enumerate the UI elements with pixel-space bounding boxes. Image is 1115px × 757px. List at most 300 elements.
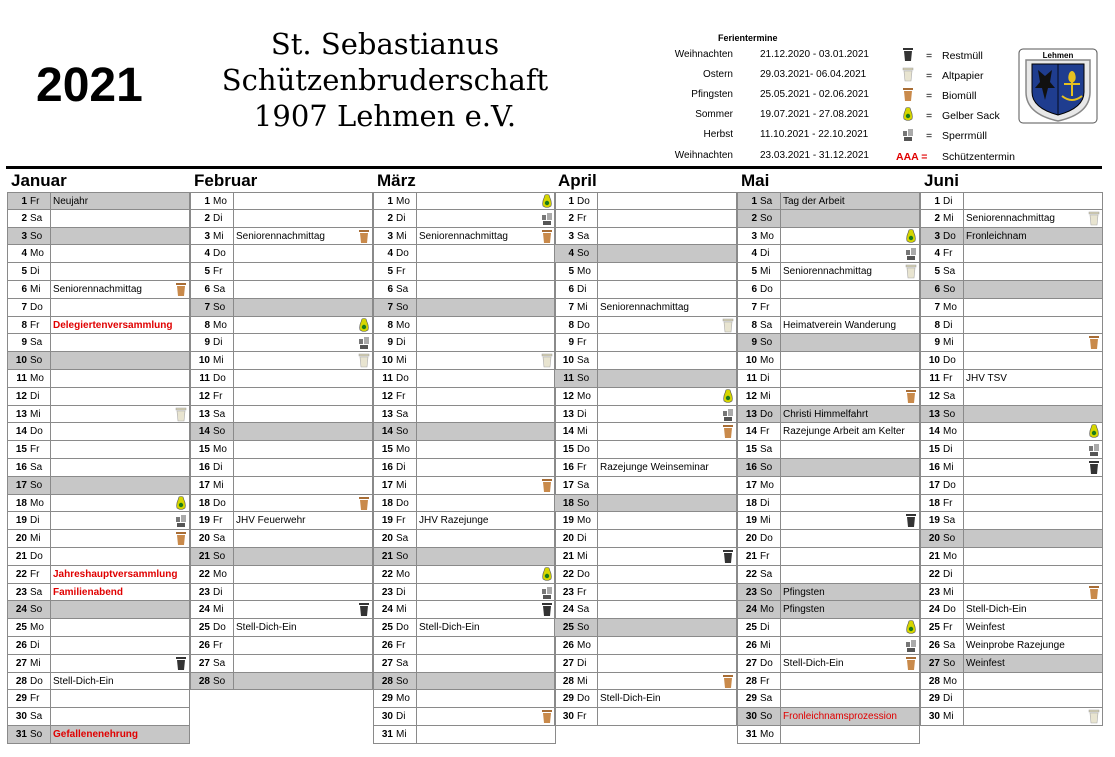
cell-divider <box>597 388 598 405</box>
day-row <box>373 317 556 335</box>
cell-divider <box>50 210 51 227</box>
cell-divider <box>233 655 234 672</box>
weekday: Di <box>760 248 770 260</box>
club-title-line-3: 1907 Lehmen e.V. <box>253 99 517 133</box>
cell-divider <box>963 245 964 262</box>
day-number: 5 <box>387 266 393 278</box>
cell-divider <box>963 548 964 565</box>
day-row <box>373 673 556 691</box>
weekday: So <box>760 586 773 598</box>
weekday: Di <box>577 283 587 295</box>
day-row <box>7 477 190 495</box>
weekday: So <box>760 461 773 473</box>
day-number: 4 <box>751 248 757 260</box>
weekday: Mi <box>396 728 407 740</box>
event-text: Stell-Dich-Ein <box>419 622 480 634</box>
weekday: Mo <box>577 515 591 527</box>
weekday: Sa <box>943 266 956 278</box>
day-number: 13 <box>198 408 210 420</box>
weekday: Sa <box>213 283 226 295</box>
cell-divider <box>963 228 964 245</box>
day-number: 31 <box>745 728 757 740</box>
weekday: Mo <box>943 426 957 438</box>
legend-label: Sperrmüll <box>942 130 987 142</box>
day-number: 29 <box>562 693 574 705</box>
cell-divider <box>963 477 964 494</box>
weekday: So <box>577 372 590 384</box>
schuetzentermin-event: Jahreshauptversammlung <box>53 568 178 580</box>
day-row <box>190 566 373 584</box>
day-number: 23 <box>562 586 574 598</box>
gelber-sack-icon <box>902 107 914 125</box>
weekday: Di <box>30 266 40 278</box>
weekday: Mi <box>577 301 588 313</box>
day-row <box>373 619 556 637</box>
cell-divider <box>233 477 234 494</box>
day-row <box>920 708 1103 726</box>
weekday: Sa <box>760 568 773 580</box>
day-number: 24 <box>928 604 940 616</box>
cell-divider <box>780 690 781 707</box>
day-row <box>190 245 373 263</box>
weekday: Fr <box>760 550 770 562</box>
cell-divider <box>597 566 598 583</box>
day-row <box>920 281 1103 299</box>
weekday: Mi <box>396 604 407 616</box>
cell-divider <box>50 334 51 351</box>
day-row <box>7 637 190 655</box>
weekday: Mi <box>213 479 224 491</box>
weekday: Mo <box>577 390 591 402</box>
cell-divider <box>416 423 417 440</box>
holiday-range: 21.12.2020 - 03.01.2021 <box>760 49 869 60</box>
day-number: 25 <box>562 622 574 634</box>
cell-divider <box>233 281 234 298</box>
day-row <box>737 441 920 459</box>
weekday: Sa <box>396 657 409 669</box>
cell-divider <box>50 263 51 280</box>
cell-divider <box>416 512 417 529</box>
cell-divider <box>50 637 51 654</box>
cell-divider <box>780 530 781 547</box>
cell-divider <box>780 317 781 334</box>
day-number: 4 <box>21 248 27 260</box>
cell-divider <box>416 263 417 280</box>
day-row <box>920 441 1103 459</box>
day-row <box>7 495 190 513</box>
biomuell-bin-icon <box>902 87 914 105</box>
weekday: Do <box>396 248 409 260</box>
weekday: Sa <box>30 337 43 349</box>
day-number: 6 <box>568 283 574 295</box>
day-row <box>554 388 737 406</box>
legend-label: Altpapier <box>942 70 984 82</box>
cell-divider <box>416 637 417 654</box>
day-number: 7 <box>568 301 574 313</box>
weekday: Di <box>396 337 406 349</box>
weekday: Fr <box>30 444 40 456</box>
day-number: 16 <box>562 461 574 473</box>
day-row <box>920 245 1103 263</box>
day-row <box>920 459 1103 477</box>
cell-divider <box>416 352 417 369</box>
weekday: Mo <box>577 639 591 651</box>
day-row <box>554 655 737 673</box>
day-number: 3 <box>751 230 757 242</box>
day-row <box>737 619 920 637</box>
day-row <box>7 601 190 619</box>
event-text: Stell-Dich-Ein <box>600 693 661 705</box>
day-row <box>920 477 1103 495</box>
cell-divider <box>963 495 964 512</box>
weekday: Di <box>213 337 223 349</box>
cell-divider <box>780 193 781 209</box>
month-juni <box>920 170 1103 726</box>
day-row <box>190 441 373 459</box>
cell-divider <box>416 299 417 316</box>
day-number: 9 <box>568 337 574 349</box>
cell-divider <box>597 317 598 334</box>
day-number: 12 <box>928 390 940 402</box>
weekday: Di <box>30 390 40 402</box>
day-number: 13 <box>562 408 574 420</box>
cell-divider <box>233 245 234 262</box>
day-row <box>920 584 1103 602</box>
cell-divider <box>50 193 51 209</box>
cell-divider <box>963 512 964 529</box>
day-number: 22 <box>381 568 393 580</box>
cell-divider <box>50 584 51 601</box>
day-row <box>190 423 373 441</box>
weekday: So <box>396 426 409 438</box>
cell-divider <box>963 637 964 654</box>
weekday: So <box>396 675 409 687</box>
cell-divider <box>416 495 417 512</box>
day-row <box>7 299 190 317</box>
day-row <box>920 530 1103 548</box>
day-number: 16 <box>928 461 940 473</box>
day-row <box>737 406 920 424</box>
cell-divider <box>50 566 51 583</box>
day-row <box>373 477 556 495</box>
day-row <box>190 495 373 513</box>
day-row <box>373 584 556 602</box>
cell-divider <box>597 690 598 707</box>
cell-divider <box>50 459 51 476</box>
cell-divider <box>233 334 234 351</box>
day-row <box>7 388 190 406</box>
day-row <box>7 459 190 477</box>
day-row <box>373 210 556 228</box>
day-number: 14 <box>928 426 940 438</box>
cell-divider <box>416 673 417 690</box>
day-row <box>920 512 1103 530</box>
day-row <box>373 637 556 655</box>
day-row <box>554 245 737 263</box>
cell-divider <box>233 441 234 458</box>
weekday: Di <box>760 622 770 634</box>
event-text: Pfingsten <box>783 604 825 616</box>
day-row <box>737 352 920 370</box>
day-row <box>554 548 737 566</box>
weekday: Sa <box>577 604 590 616</box>
day-row <box>737 317 920 335</box>
cell-divider <box>963 193 964 209</box>
legend-equals: = <box>926 90 933 102</box>
day-row <box>7 584 190 602</box>
cell-divider <box>597 495 598 512</box>
cell-divider <box>416 584 417 601</box>
weekday: So <box>943 408 956 420</box>
day-number: 7 <box>387 301 393 313</box>
weekday: Sa <box>577 479 590 491</box>
day-row <box>554 192 737 210</box>
lehmen-crest-icon <box>1018 48 1098 124</box>
day-number: 23 <box>745 586 757 598</box>
weekday: Mo <box>30 497 44 509</box>
cell-divider <box>780 726 781 743</box>
day-row <box>920 637 1103 655</box>
weekday: Sa <box>943 390 956 402</box>
cell-divider <box>416 210 417 227</box>
day-number: 10 <box>928 355 940 367</box>
legend-label: Schützentermin <box>942 151 1015 163</box>
day-row <box>554 619 737 637</box>
cell-divider <box>597 637 598 654</box>
weekday: Sa <box>760 444 773 456</box>
day-row <box>554 708 737 726</box>
cell-divider <box>416 459 417 476</box>
weekday: Sa <box>30 461 43 473</box>
cell-divider <box>597 655 598 672</box>
cell-divider <box>233 530 234 547</box>
weekday: Mo <box>213 319 227 331</box>
day-row <box>190 352 373 370</box>
event-text: Weinfest <box>966 622 1005 634</box>
day-number: 6 <box>387 283 393 295</box>
day-number: 21 <box>198 550 210 562</box>
cell-divider <box>780 708 781 725</box>
cell-divider <box>780 673 781 690</box>
day-row <box>190 655 373 673</box>
day-number: 20 <box>198 533 210 545</box>
cell-divider <box>50 352 51 369</box>
day-number: 4 <box>934 248 940 260</box>
weekday: Do <box>396 622 409 634</box>
weekday: Sa <box>30 212 43 224</box>
day-number: 6 <box>21 283 27 295</box>
day-row <box>737 281 920 299</box>
weekday: Di <box>577 533 587 545</box>
cell-divider <box>416 281 417 298</box>
day-number: 21 <box>928 550 940 562</box>
day-number: 29 <box>928 693 940 705</box>
day-row <box>920 352 1103 370</box>
cell-divider <box>963 673 964 690</box>
day-row <box>737 334 920 352</box>
day-number: 7 <box>934 301 940 313</box>
weekday: Sa <box>760 196 773 207</box>
weekday: Di <box>943 319 953 331</box>
day-row <box>737 245 920 263</box>
weekday: Mi <box>396 479 407 491</box>
day-number: 16 <box>15 461 27 473</box>
day-row <box>373 530 556 548</box>
day-number: 24 <box>15 604 27 616</box>
cell-divider <box>50 423 51 440</box>
day-number: 19 <box>745 515 757 527</box>
legend-row-sperrmuell <box>900 127 1040 147</box>
month-heading: Februar <box>194 171 258 190</box>
cell-divider <box>597 708 598 725</box>
weekday: Do <box>213 622 226 634</box>
weekday: Mo <box>30 622 44 634</box>
cell-divider <box>416 726 417 743</box>
cell-divider <box>780 512 781 529</box>
weekday: Fr <box>943 622 953 634</box>
weekday: Do <box>577 444 590 456</box>
event-text: Weinprobe Razejunge <box>966 639 1065 651</box>
event-text: JHV TSV <box>966 372 1007 384</box>
cell-divider <box>233 193 234 209</box>
day-row <box>7 334 190 352</box>
legend-equals: = <box>926 70 933 82</box>
day-number: 15 <box>198 444 210 456</box>
weekday: Do <box>943 355 956 367</box>
day-row <box>7 690 190 708</box>
day-number: 6 <box>204 283 210 295</box>
day-row <box>7 619 190 637</box>
weekday: Mi <box>943 461 954 473</box>
event-text: Tag der Arbeit <box>783 196 845 207</box>
day-number: 25 <box>198 622 210 634</box>
holiday-label: Pfingsten <box>691 89 733 100</box>
day-row <box>190 228 373 246</box>
weekday: Do <box>213 248 226 260</box>
weekday: Sa <box>760 693 773 705</box>
weekday: Sa <box>396 533 409 545</box>
cell-divider <box>780 459 781 476</box>
day-row <box>554 584 737 602</box>
cell-divider <box>50 406 51 423</box>
event-text: Christi Himmelfahrt <box>783 408 869 420</box>
weekday: Di <box>943 568 953 580</box>
holiday-range: 23.03.2021 - 31.12.2021 <box>760 150 869 161</box>
day-number: 21 <box>15 550 27 562</box>
cell-divider <box>233 263 234 280</box>
day-number: 24 <box>381 604 393 616</box>
weekday: Mo <box>760 479 774 491</box>
day-row <box>190 601 373 619</box>
day-row <box>554 637 737 655</box>
weekday: Do <box>213 372 226 384</box>
legend-label: Gelber Sack <box>942 110 1000 122</box>
day-row <box>920 299 1103 317</box>
cell-divider <box>963 317 964 334</box>
cell-divider <box>963 655 964 672</box>
year-heading: 2021 <box>36 59 143 112</box>
weekday: Do <box>30 550 43 562</box>
weekday: So <box>30 479 43 491</box>
weekday: Do <box>577 319 590 331</box>
sperrmuell-icon <box>902 127 914 145</box>
day-row <box>554 673 737 691</box>
cell-divider <box>416 548 417 565</box>
cell-divider <box>597 281 598 298</box>
day-number: 8 <box>204 319 210 331</box>
day-number: 6 <box>751 283 757 295</box>
weekday: Di <box>760 372 770 384</box>
day-number: 15 <box>562 444 574 456</box>
weekday: Fr <box>30 196 40 207</box>
day-row <box>7 726 190 744</box>
day-number: 14 <box>15 426 27 438</box>
weekday: Mi <box>30 657 41 669</box>
day-row <box>7 317 190 335</box>
cell-divider <box>233 637 234 654</box>
weekday: Mi <box>760 390 771 402</box>
event-text: Fronleichnamsprozession <box>783 711 897 723</box>
event-text: Seniorennachmittag <box>783 266 872 278</box>
weekday: Di <box>30 639 40 651</box>
day-number: 5 <box>751 266 757 278</box>
day-row <box>920 406 1103 424</box>
cell-divider <box>963 406 964 423</box>
day-number: 8 <box>387 319 393 331</box>
weekday: Fr <box>577 586 587 598</box>
cell-divider <box>780 370 781 387</box>
day-number: 10 <box>198 355 210 367</box>
weekday: Fr <box>396 639 406 651</box>
cell-divider <box>50 690 51 707</box>
event-text: Neujahr <box>53 196 89 207</box>
cell-divider <box>50 601 51 618</box>
cell-divider <box>50 281 51 298</box>
day-number: 30 <box>928 711 940 723</box>
day-row <box>7 406 190 424</box>
day-row <box>7 352 190 370</box>
day-number: 27 <box>562 657 574 669</box>
weekday: Do <box>577 568 590 580</box>
cell-divider <box>963 601 964 618</box>
cell-divider <box>780 637 781 654</box>
cell-divider <box>780 548 781 565</box>
weekday: So <box>943 283 956 295</box>
day-number: 1 <box>21 196 27 207</box>
day-number: 20 <box>928 533 940 545</box>
cell-divider <box>233 459 234 476</box>
cell-divider <box>416 228 417 245</box>
day-row <box>737 655 920 673</box>
day-row <box>554 299 737 317</box>
day-number: 2 <box>568 212 574 224</box>
day-number: 3 <box>387 230 393 242</box>
weekday: Mi <box>943 337 954 349</box>
day-row <box>373 708 556 726</box>
cell-divider <box>597 370 598 387</box>
day-row <box>554 530 737 548</box>
weekday: Di <box>213 212 223 224</box>
event-text: Seniorennachmittag <box>419 230 508 242</box>
event-text: Seniorennachmittag <box>236 230 325 242</box>
day-number: 7 <box>204 301 210 313</box>
cell-divider <box>50 477 51 494</box>
day-row <box>554 423 737 441</box>
day-number: 29 <box>15 693 27 705</box>
weekday: Mi <box>577 426 588 438</box>
day-row <box>7 512 190 530</box>
day-number: 21 <box>562 550 574 562</box>
